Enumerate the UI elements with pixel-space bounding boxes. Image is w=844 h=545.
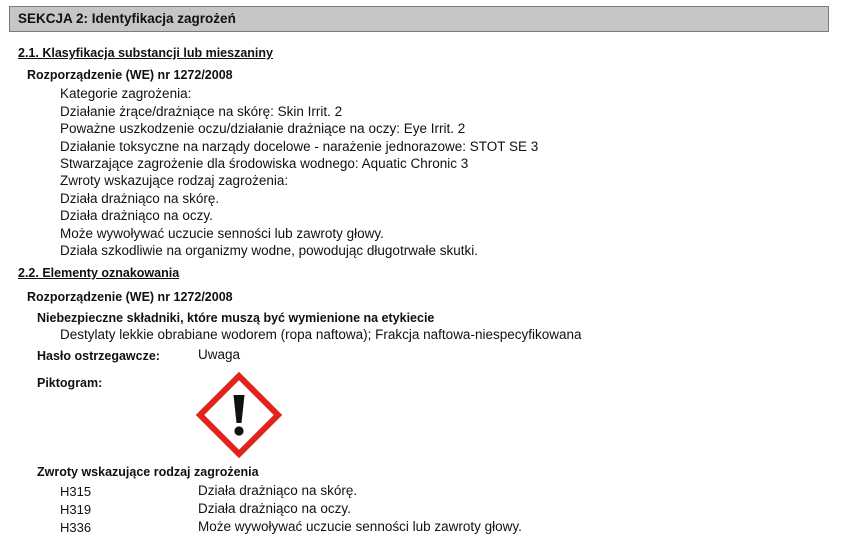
pictogram-label: Piktogram: [37, 376, 103, 390]
hazard-text: Działa drażniąco na skórę. [198, 483, 358, 498]
classification-line: Działanie żrące/drażniące na skórę: Skin Irrit. 2 [60, 104, 343, 119]
classification-regulation: Rozporządzenie (WE) nr 1272/2008 [27, 68, 233, 82]
classification-line: Działa szkodliwie na organizmy wodne, powodując długotrwałe skutki. [60, 243, 478, 258]
signal-word-label: Hasło ostrzegawcze: [37, 349, 160, 363]
classification-line: Działa drażniąco na skórę. [60, 191, 220, 206]
hazard-text: Działa drażniąco na oczy. [198, 501, 351, 516]
classification-line: Działanie toksyczne na narządy docelowe - narażenie jednorazowe: STOT SE 3 [60, 139, 539, 154]
hazard-statements-heading: Zwroty wskazujące rodzaj zagrożenia [37, 465, 259, 479]
hazard-text: Może wywoływać uczucie senności lub zawroty głowy. [198, 519, 522, 534]
classification-line: Może wywoływać uczucie senności lub zawroty głowy. [60, 226, 384, 241]
classification-line: Kategorie zagrożenia: [60, 86, 192, 101]
labelling-heading: 2.2. Elementy oznakowania [18, 266, 180, 280]
section-title: SEKCJA 2: Identyfikacja zagrożeń [18, 11, 236, 26]
hazardous-components-value: Destylaty lekkie obrabiane wodorem (ropa naftowa); Frakcja naftowa-niespecyfikowana [60, 327, 582, 342]
hazard-code: H336 [60, 520, 92, 535]
classification-line: Poważne uszkodzenie oczu/działanie drażniące na oczy: Eye Irrit. 2 [60, 121, 466, 136]
hazard-code: H315 [60, 484, 92, 499]
classification-line: Działa drażniąco na oczy. [60, 208, 213, 223]
exclamation-mark-icon [196, 372, 282, 458]
hazard-code: H319 [60, 502, 92, 517]
labelling-regulation: Rozporządzenie (WE) nr 1272/2008 [27, 290, 233, 304]
hazardous-components-label: Niebezpieczne składniki, które muszą być wymienione na etykiecie [37, 311, 435, 325]
classification-heading: 2.1. Klasyfikacja substancji lub mieszaniny [18, 46, 273, 60]
signal-word-value: Uwaga [198, 347, 241, 362]
classification-line: Zwroty wskazujące rodzaj zagrożenia: [60, 173, 289, 188]
classification-line: Stwarzające zagrożenie dla środowiska wodnego: Aquatic Chronic 3 [60, 156, 469, 171]
